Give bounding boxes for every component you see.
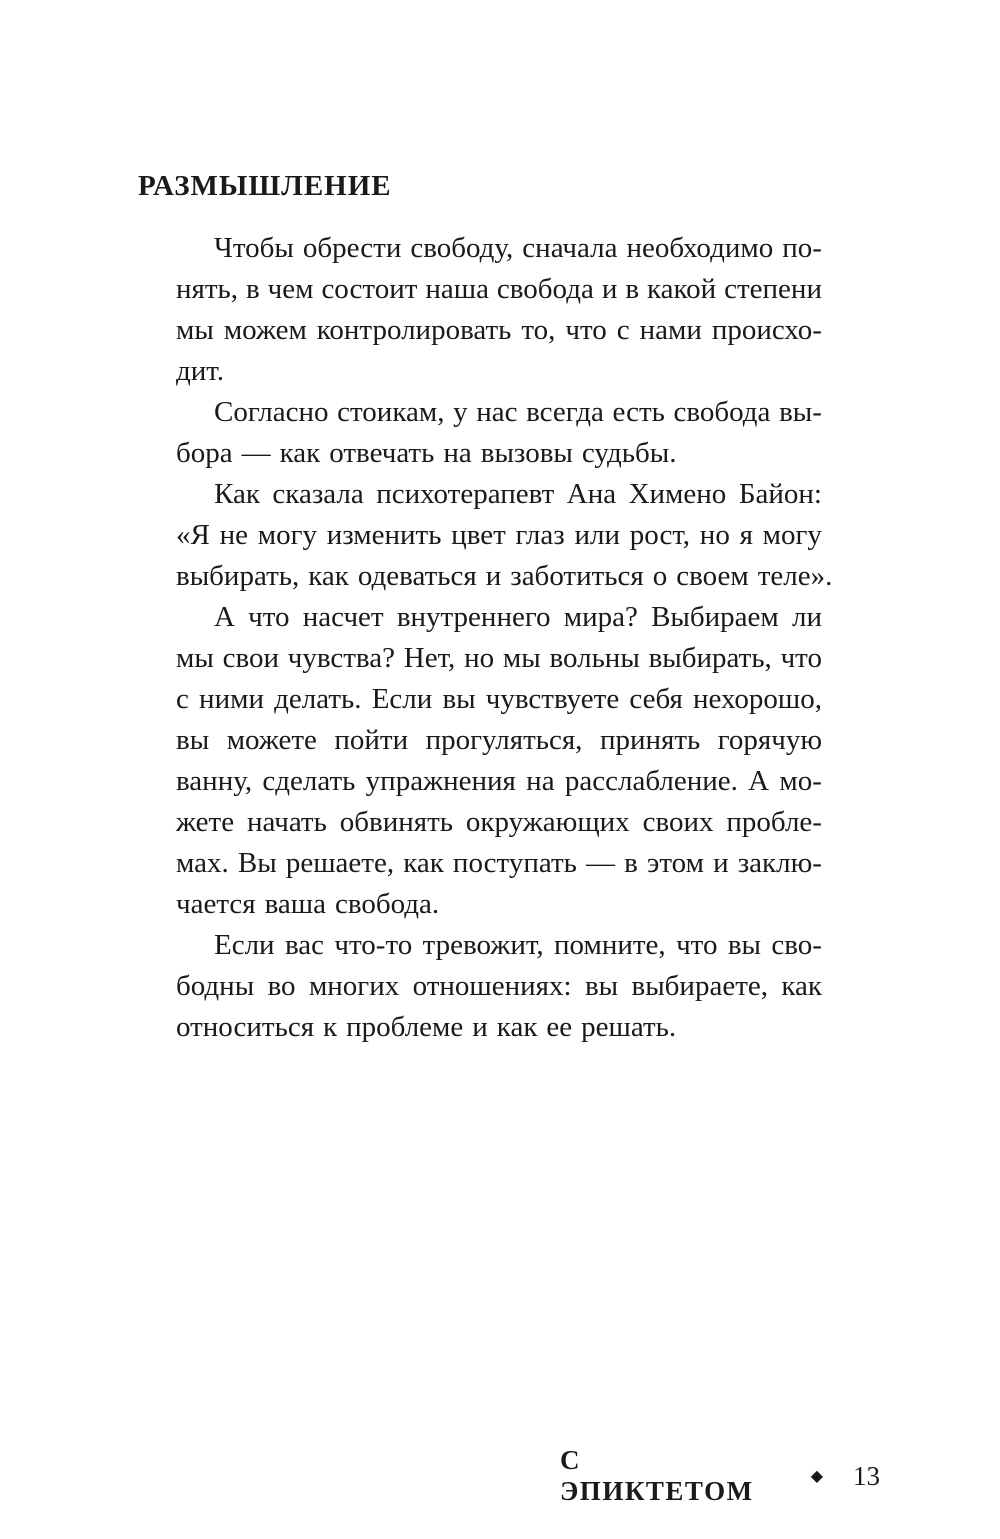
text-line: «Я не могу изменить цвет глаз или рост, но я могу bbox=[176, 519, 822, 551]
text-line: жете начать обвинять окружающих своих пробле- bbox=[176, 806, 822, 838]
page-number: 13 bbox=[853, 1460, 880, 1491]
text-line: А что насчет внутреннего мира? Выбираем ли bbox=[214, 601, 822, 633]
text-line: мах. Вы решаете, как поступать — в этом и заклю- bbox=[176, 847, 822, 879]
text-line: ванну, сделать упражнения на расслабление. А мо- bbox=[176, 765, 822, 797]
text-line: нять, в чем состоит наша свобода и в какой степени bbox=[176, 273, 822, 305]
diamond-ornament-icon: ◆ bbox=[810, 1468, 823, 1485]
text-line: мы можем контролировать то, что с нами происхо- bbox=[176, 314, 822, 346]
text-line: Согласно стоикам, у нас всегда есть свобода вы- bbox=[214, 396, 822, 428]
running-footer bbox=[560, 1445, 880, 1506]
text-line: вы можете пойти прогуляться, принять горячую bbox=[176, 724, 822, 756]
text-line: Чтобы обрести свободу, сначала необходимо по- bbox=[214, 232, 822, 264]
text-line: бора — как отвечать на вызовы судьбы. bbox=[176, 437, 677, 469]
text-line: Как сказала психотерапевт Ана Химено Байон: bbox=[214, 478, 822, 510]
text-line: Если вас что-то тревожит, помните, что вы сво- bbox=[214, 929, 822, 961]
section-heading: РАЗМЫШЛЕНИЕ bbox=[138, 170, 392, 202]
text-line: чается ваша свобода. bbox=[176, 888, 440, 920]
text-line: относиться к проблеме и как ее решать. bbox=[176, 1011, 677, 1043]
text-line: дит. bbox=[176, 355, 225, 387]
footer-section-title: С ЭПИКТЕТОМ bbox=[560, 1445, 754, 1506]
text-line: выбирать, как одеваться и заботиться о своем теле». bbox=[176, 560, 833, 592]
text-line: мы свои чувства? Нет, но мы вольны выбирать, что bbox=[176, 642, 822, 674]
body-text bbox=[176, 228, 833, 1048]
text-line: с ними делать. Если вы чувствуете себя нехорошо, bbox=[176, 683, 822, 715]
text-line: бодны во многих отношениях: вы выбираете, как bbox=[176, 970, 822, 1002]
